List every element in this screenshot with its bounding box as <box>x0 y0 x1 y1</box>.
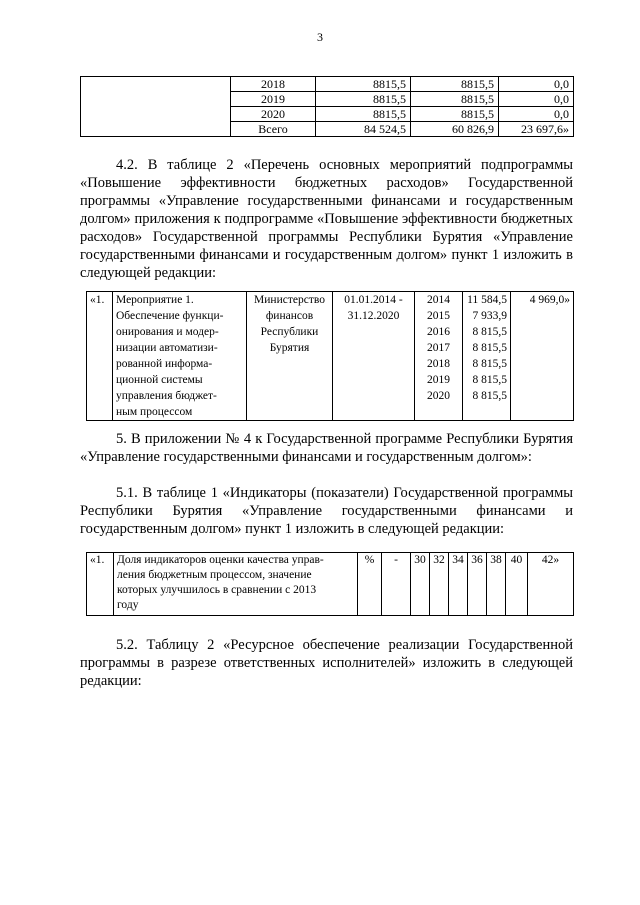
text-line: финансов <box>265 310 314 322</box>
year-cell: 2018 <box>231 77 316 92</box>
value-cell: 30 <box>411 553 430 616</box>
year-value: 2017 <box>427 342 450 354</box>
indicator-table <box>86 552 574 616</box>
second-cell: 8815,5 <box>411 107 499 122</box>
text-line: низации автоматизи- <box>116 342 218 354</box>
total-cell: 84 524,5 <box>316 122 411 137</box>
total-cell: 8815,5 <box>316 92 411 107</box>
text-line: ционной системы <box>116 374 203 386</box>
base-cell: - <box>382 553 411 616</box>
amount-value: 11 584,5 <box>467 294 507 306</box>
value-cell: 36 <box>468 553 487 616</box>
table-row <box>87 553 574 616</box>
total-cell: 8815,5 <box>316 107 411 122</box>
text-line: Обеспечение функци- <box>116 310 224 322</box>
text-line: ным процессом <box>116 406 193 418</box>
page-number: 3 <box>317 30 323 44</box>
year-value: 2014 <box>427 294 450 306</box>
paragraph-4-2: 4.2. В таблице 2 «Перечень основных мероприятий подпрограммы «Повышение эффективности бюджетных расходов» Государственной программы «Управление государственными финансами и государственным долгом» приложения к подпрограмме «Повышение эффективности бюджетных расходов» Государственной программы Республики Бурятия «Управление государственными финансами и государственным долгом» пункт 1 изложить в следующей редакции: <box>80 157 573 281</box>
indicator-name <box>114 553 358 616</box>
year-cell: 2019 <box>231 92 316 107</box>
executor-cell <box>247 292 333 421</box>
value-cell: 38 <box>487 553 506 616</box>
text-line: ления бюджетным процессом, значение <box>117 569 312 581</box>
third-cell: 0,0 <box>499 77 574 92</box>
text-line: Министерство <box>254 294 325 306</box>
text-line: Мероприятие 1. <box>116 294 194 306</box>
item-number: «1. <box>87 292 113 421</box>
text-line: управления бюджет- <box>116 390 217 402</box>
value-cell: 34 <box>449 553 468 616</box>
third-cell: 23 697,6» <box>499 122 574 137</box>
values-cell <box>463 292 511 421</box>
second-cell: 8815,5 <box>411 92 499 107</box>
text-line: 31.12.2020 <box>347 310 400 322</box>
third-cell: 0,0 <box>499 92 574 107</box>
third-cell: 0,0 <box>499 107 574 122</box>
amount-value: 8 815,5 <box>472 326 507 338</box>
amount-value: 8 815,5 <box>472 358 507 370</box>
second-cell: 60 826,9 <box>411 122 499 137</box>
paragraph-5-1: 5.1. В таблице 1 «Индикаторы (показатели) Государственной программы Республики Бурятия «Управление государственными финансами и государственным долгом» пункт 1 изложить в следующей редакции: <box>80 485 573 537</box>
text-line: Республики <box>260 326 319 338</box>
year-value: 2018 <box>427 358 450 370</box>
value-cell: 42» <box>528 553 574 616</box>
amount-value: 8 815,5 <box>472 374 507 386</box>
amount-value: 7 933,9 <box>472 310 507 322</box>
second-cell: 8815,5 <box>411 77 499 92</box>
table-row <box>87 292 574 421</box>
year-cell: 2020 <box>231 107 316 122</box>
year-value: 2019 <box>427 374 450 386</box>
paragraph-5-2: 5.2. Таблицу 2 «Ресурсное обеспечение реализации Государственной программы в разрезе ответственных исполнителей» изложить в следующей редакции: <box>80 637 573 689</box>
text-line: Бурятия <box>269 342 310 354</box>
value-cell: 32 <box>430 553 449 616</box>
table-row <box>81 77 574 92</box>
result-cell: 4 969,0» <box>511 292 574 421</box>
unit-cell: % <box>358 553 382 616</box>
item-number: «1. <box>87 553 114 616</box>
year-value: 2016 <box>427 326 450 338</box>
years-cell <box>415 292 463 421</box>
period-cell <box>333 292 415 421</box>
text-line: году <box>117 599 139 611</box>
budget-table <box>80 76 574 137</box>
total-cell: 8815,5 <box>316 77 411 92</box>
amount-value: 8 815,5 <box>472 390 507 402</box>
value-cell: 40 <box>506 553 528 616</box>
text-line: онирования и модер- <box>116 326 219 338</box>
event-title <box>113 292 247 421</box>
text-line: Доля индикаторов оценки качества управ- <box>117 554 324 566</box>
text-line: 01.01.2014 - <box>344 294 403 306</box>
text-line: которых улучшилось в сравнении с 2013 <box>117 584 317 596</box>
year-cell: Всего <box>231 122 316 137</box>
text-line: рованной информа- <box>116 358 213 370</box>
year-value: 2020 <box>427 390 450 402</box>
event-table <box>86 291 574 421</box>
amount-value: 8 815,5 <box>472 342 507 354</box>
paragraph-5: 5. В приложении № 4 к Государственной программе Республики Бурятия «Управление государственными финансами и государственным долгом»: <box>80 431 573 465</box>
empty-cell <box>81 77 231 137</box>
year-value: 2015 <box>427 310 450 322</box>
